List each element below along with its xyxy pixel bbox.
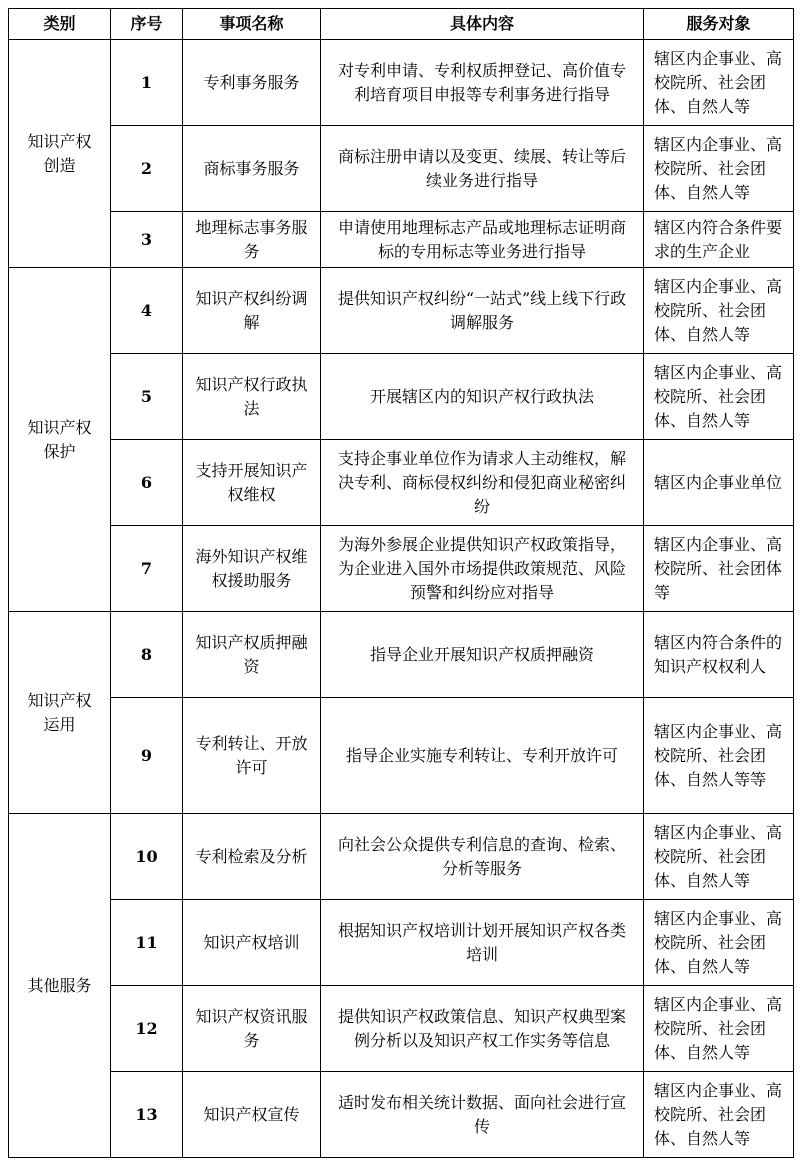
item-name-cell: 专利转让、开放许可 (183, 698, 321, 814)
table-row (9, 212, 794, 268)
target-cell: 辖区内企事业、高校院所、社会团体、自然人等 (644, 900, 794, 986)
number-cell: 10 (111, 814, 183, 900)
table-row (9, 1072, 794, 1158)
table-row (9, 526, 794, 612)
content-cell: 申请使用地理标志产品或地理标志证明商标的专用标志等业务进行指导 (321, 212, 644, 268)
number-cell: 5 (111, 354, 183, 440)
number-cell: 12 (111, 986, 183, 1072)
target-cell: 辖区内企事业、高校院所、社会团体、自然人等 (644, 1072, 794, 1158)
item-name-cell: 支持开展知识产权维权 (183, 440, 321, 526)
table-row (9, 814, 794, 900)
item-name-cell: 知识产权宣传 (183, 1072, 321, 1158)
item-name-cell: 知识产权资讯服务 (183, 986, 321, 1072)
content-cell: 商标注册申请以及变更、续展、转让等后续业务进行指导 (321, 126, 644, 212)
table-row (9, 40, 794, 126)
number-cell: 9 (111, 698, 183, 814)
content-cell: 支持企事业单位作为请求人主动维权，解决专利、商标侵权纠纷和侵犯商业秘密纠纷 (321, 440, 644, 526)
item-name-cell: 知识产权培训 (183, 900, 321, 986)
item-name-cell: 海外知识产权维权援助服务 (183, 526, 321, 612)
target-cell: 辖区内企事业、高校院所、社会团体、自然人等 (644, 126, 794, 212)
content-cell: 适时发布相关统计数据、面向社会进行宣传 (321, 1072, 644, 1158)
content-cell: 指导企业开展知识产权质押融资 (321, 612, 644, 698)
table-row (9, 900, 794, 986)
number-cell: 11 (111, 900, 183, 986)
header-number: 序号 (111, 9, 183, 40)
content-cell: 根据知识产权培训计划开展知识产权各类培训 (321, 900, 644, 986)
table-row (9, 612, 794, 698)
header-item-name: 事项名称 (183, 9, 321, 40)
category-cell: 其他服务 (9, 814, 111, 1158)
category-cell: 知识产权保护 (9, 268, 111, 612)
item-name-cell: 知识产权行政执法 (183, 354, 321, 440)
item-name-cell: 知识产权纠纷调解 (183, 268, 321, 354)
target-cell: 辖区内符合条件要求的生产企业 (644, 212, 794, 268)
content-cell: 开展辖区内的知识产权行政执法 (321, 354, 644, 440)
target-cell: 辖区内企事业、高校院所、社会团体、自然人等 (644, 268, 794, 354)
category-cell: 知识产权创造 (9, 40, 111, 268)
number-cell: 13 (111, 1072, 183, 1158)
item-name-cell: 商标事务服务 (183, 126, 321, 212)
content-cell: 提供知识产权政策信息、知识产权典型案例分析以及知识产权工作实务等信息 (321, 986, 644, 1072)
target-cell: 辖区内企事业、高校院所、社会团体、自然人等 (644, 40, 794, 126)
content-cell: 提供知识产权纠纷“一站式”线上线下行政调解服务 (321, 268, 644, 354)
header-category: 类别 (9, 9, 111, 40)
item-name-cell: 地理标志事务服务 (183, 212, 321, 268)
item-name-cell: 专利事务服务 (183, 40, 321, 126)
table-row (9, 440, 794, 526)
number-cell: 2 (111, 126, 183, 212)
target-cell: 辖区内企事业、高校院所、社会团体、自然人等等 (644, 698, 794, 814)
number-cell: 4 (111, 268, 183, 354)
number-cell: 8 (111, 612, 183, 698)
header-content: 具体内容 (321, 9, 644, 40)
table-body (9, 40, 794, 1158)
content-cell: 为海外参展企业提供知识产权政策指导，为企业进入国外市场提供政策规范、风险预警和纠纷应对指导 (321, 526, 644, 612)
content-cell: 指导企业实施专利转让、专利开放许可 (321, 698, 644, 814)
table-row (9, 268, 794, 354)
category-cell: 知识产权运用 (9, 612, 111, 814)
target-cell: 辖区内企事业、高校院所、社会团体等 (644, 526, 794, 612)
content-cell: 对专利申请、专利权质押登记、高价值专利培育项目申报等专利事务进行指导 (321, 40, 644, 126)
target-cell: 辖区内企事业单位 (644, 440, 794, 526)
number-cell: 3 (111, 212, 183, 268)
target-cell: 辖区内企事业、高校院所、社会团体、自然人等 (644, 986, 794, 1072)
table-row (9, 698, 794, 814)
number-cell: 6 (111, 440, 183, 526)
header-target: 服务对象 (644, 9, 794, 40)
target-cell: 辖区内企事业、高校院所、社会团体、自然人等 (644, 814, 794, 900)
target-cell: 辖区内企事业、高校院所、社会团体、自然人等 (644, 354, 794, 440)
item-name-cell: 专利检索及分析 (183, 814, 321, 900)
services-table (8, 8, 794, 1158)
content-cell: 向社会公众提供专利信息的查询、检索、分析等服务 (321, 814, 644, 900)
table-row (9, 126, 794, 212)
item-name-cell: 知识产权质押融资 (183, 612, 321, 698)
table-row (9, 986, 794, 1072)
table-row (9, 354, 794, 440)
target-cell: 辖区内符合条件的知识产权权利人 (644, 612, 794, 698)
number-cell: 1 (111, 40, 183, 126)
header-row (9, 9, 794, 40)
number-cell: 7 (111, 526, 183, 612)
